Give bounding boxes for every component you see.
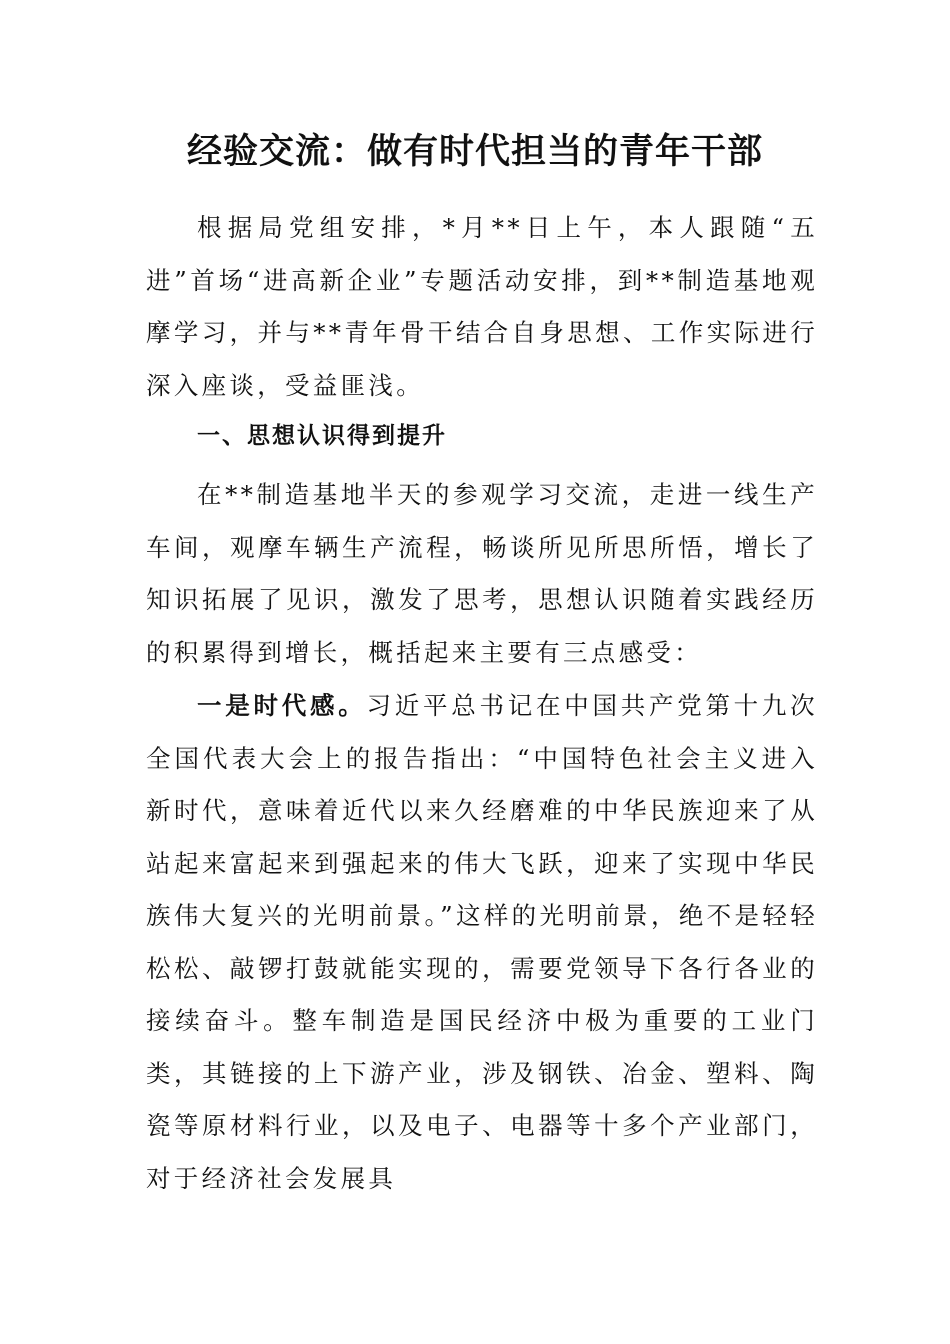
point-one-paragraph (146, 680, 818, 1205)
intro-paragraph: 根据局党组安排，*月**日上午，本人跟随“五进”首场“进高新企业”专题活动安排，到**制造基地观摩学习，并与**青年骨干结合自身思想、工作实际进行深入座谈，受益匪浅。 (146, 213, 818, 400)
document-title: 经验交流：做有时代担当的青年干部 (186, 131, 763, 172)
point-one-lead: 一是时代感。 (197, 691, 367, 720)
section-intro-paragraph: 在**制造基地半天的参观学习交流，走进一线生产车间，观摩车辆生产流程，畅谈所见所思所悟，增长了知识拓展了见识，激发了思考，思想认识随着实践经历的积累得到增长，概括起来主要有三点感受： (146, 480, 818, 667)
point-one-text: 习近平总书记在中国共产党第十九次全国代表大会上的报告指出：“中国特色社会主义进入新时代，意味着近代以来久经磨难的中华民族迎来了从站起来富起来到强起来的伟大飞跃，迎来了实现中华民族伟大复兴的光明前景。”这样的光明前景，绝不是轻轻松松、敲锣打鼓就能实现的，需要党领导下各行各业的接续奋斗。整车制造是国民经济中极为重要的工业门类，其链接的上下游产业，涉及钢铁、冶金、塑料、陶瓷等原材料行业，以及电子、电器等十多个产业部门，对于经济社会发展具 (146, 691, 818, 1193)
section-heading: 一、思想认识得到提升 (197, 423, 447, 449)
